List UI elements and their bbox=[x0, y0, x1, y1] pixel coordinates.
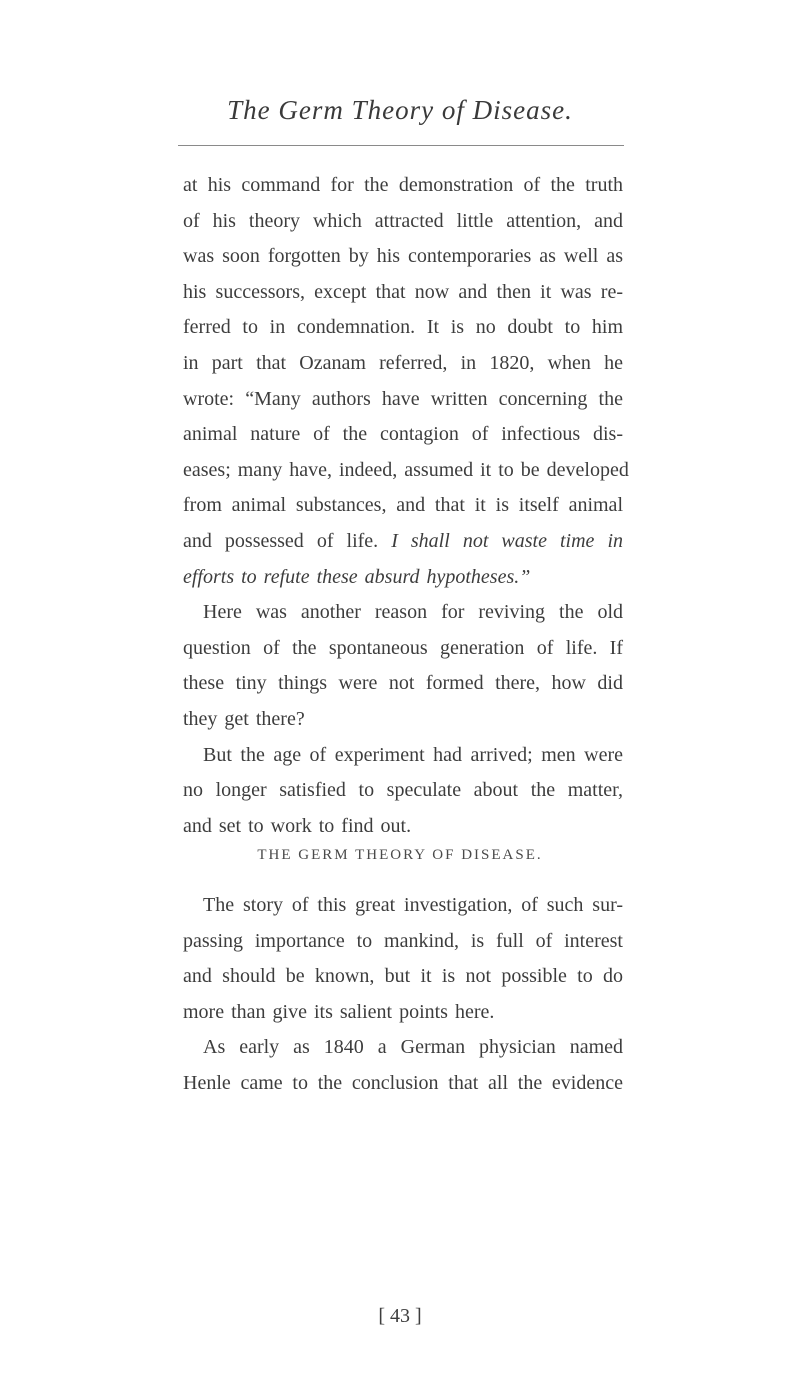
text-line: his successors, except that now and then it was re- bbox=[183, 280, 623, 303]
text-line bbox=[183, 560, 623, 596]
text-line: Here was another reason for reviving the old bbox=[203, 601, 623, 624]
text-line: ferred to in condemnation. It is no doubt to him bbox=[183, 316, 623, 339]
text-line-mixed bbox=[183, 524, 623, 560]
paragraph-3 bbox=[183, 738, 623, 845]
text-line: more than give its salient points here. bbox=[183, 1000, 495, 1023]
running-head: The Germ Theory of Disease. bbox=[227, 95, 573, 125]
paragraph-5 bbox=[183, 1030, 623, 1101]
text-line: passing importance to mankind, is full of interest bbox=[183, 929, 623, 952]
italic-quote: efforts to refute these absurd hypotheses.” bbox=[183, 565, 531, 588]
body-text-upper bbox=[183, 168, 629, 844]
paragraph-1 bbox=[183, 168, 629, 595]
text-line: The story of this great investigation, of such sur- bbox=[203, 894, 623, 916]
italic-quote: I shall not waste time in bbox=[391, 529, 624, 552]
text-line: in part that Ozanam referred, in 1820, when he bbox=[183, 351, 623, 374]
section-heading: THE GERM THEORY OF DISEASE. bbox=[257, 847, 543, 863]
text-line: these tiny things were not formed there, how did bbox=[183, 672, 623, 695]
text-line: eases; many have, indeed, assumed it to be developed bbox=[183, 458, 629, 481]
header-rule bbox=[178, 145, 624, 146]
paragraph-2 bbox=[183, 595, 623, 737]
text-line: no longer satisfied to speculate about the matter, bbox=[183, 779, 623, 802]
text-line: Henle came to the conclusion that all the evidence bbox=[183, 1071, 623, 1094]
text-line: of his theory which attracted little attention, and bbox=[183, 209, 623, 232]
text-line: animal nature of the contagion of infectious dis- bbox=[183, 423, 623, 446]
text-line: at his command for the demonstration of the truth bbox=[183, 174, 623, 196]
text-line: wrote: “Many authors have written concerning the bbox=[183, 387, 623, 410]
body-text-lower bbox=[183, 888, 623, 1102]
text-line: was soon forgotten by his contemporaries as well as bbox=[183, 245, 623, 268]
text-line: and set to work to find out. bbox=[183, 814, 412, 837]
page-number: [ 43 ] bbox=[378, 1305, 422, 1327]
text-line: question of the spontaneous generation of life. If bbox=[183, 636, 623, 659]
text-line: As early as 1840 a German physician named bbox=[203, 1036, 623, 1059]
text-line: they get there? bbox=[183, 707, 305, 730]
text-line: and should be known, but it is not possible to do bbox=[183, 965, 623, 988]
text-line: from animal substances, and that it is itself animal bbox=[183, 494, 623, 517]
text-line: But the age of experiment had arrived; men were bbox=[203, 743, 623, 766]
paragraph-4 bbox=[183, 888, 623, 1030]
plain-text: and possessed of life. bbox=[183, 529, 379, 552]
